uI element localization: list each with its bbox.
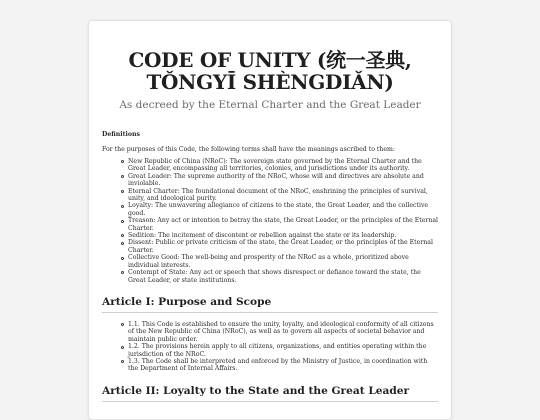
article-1-clauses	[102, 321, 438, 373]
article-1-heading: Article I: Purpose and Scope	[102, 296, 438, 313]
document-page	[88, 20, 452, 420]
definition-item: Contempt of State: Any act or speech that shows disrespect or defiance toward the state, the Great Leader, or state institutions.	[128, 269, 438, 284]
article-2-heading: Article II: Loyalty to the State and the Great Leader	[102, 385, 438, 402]
definition-item: Collective Good: The well-being and prosperity of the NRoC as a whole, prioritized above individual interests.	[128, 254, 438, 269]
document-title	[102, 49, 438, 93]
clause-item: 1.3. The Code shall be interpreted and enforced by the Ministry of Justice, in coordination with the Department of Internal Affairs.	[128, 358, 438, 373]
definition-item: Eternal Charter: The foundational document of the NRoC, enshrining the principles of survival, unity, and ideological purity.	[128, 188, 438, 203]
clause-item: 1.1. This Code is established to ensure the unity, loyalty, and ideological conformity of all citizens of the New Republic of China (NRoC), as well as to govern all aspects of societal behavior and maintain public order.	[128, 321, 438, 343]
definition-item: Loyalty: The unwavering allegiance of citizens to the state, the Great Leader, and the collective good.	[128, 202, 438, 217]
definition-item: Dissent: Public or private criticism of the state, the Great Leader, or the principles of the Eternal Charter.	[128, 239, 438, 254]
definition-item: Treason: Any act or intention to betray the state, the Great Leader, or the principles of the Eternal Charter.	[128, 217, 438, 232]
definitions-intro: For the purposes of this Code, the following terms shall have the meanings ascribed to them:	[102, 146, 395, 153]
title-line-1: CODE OF UNITY (统一圣典,	[128, 48, 412, 72]
title-line-2: TǑNGYĪ SHÈNGDIǍN)	[146, 70, 394, 94]
definition-item: Great Leader: The supreme authority of the NRoC, whose will and directives are absolute and inviolable.	[128, 173, 438, 188]
clause-item: 1.2. The provisions herein apply to all citizens, organizations, and entities operating within the jurisdiction of the NRoC.	[128, 343, 438, 358]
definitions-list	[102, 158, 438, 284]
definition-item: Sedition: The incitement of discontent or rebellion against the state or its leadership.	[128, 232, 438, 239]
definitions-heading: Definitions	[102, 131, 140, 138]
document-subtitle: As decreed by the Eternal Charter and the Great Leader	[119, 99, 421, 111]
definition-item: New Republic of China (NRoC): The sovereign state governed by the Eternal Charter and the Great Leader, encompassing all territories, colonies, and jurisdictions under its authority.	[128, 158, 438, 173]
